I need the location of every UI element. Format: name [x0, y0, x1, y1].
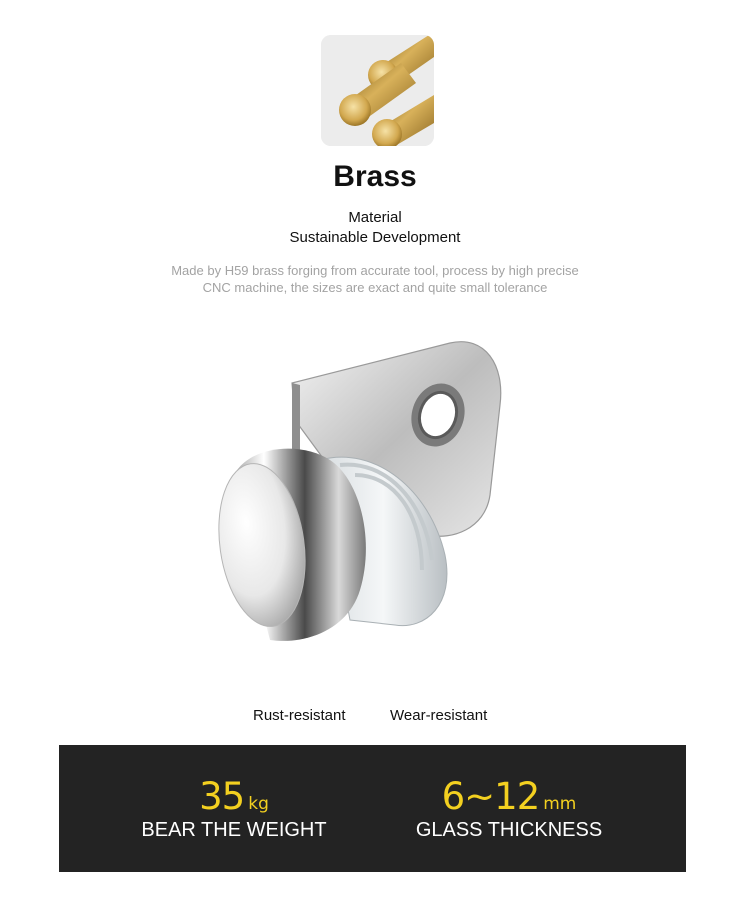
spec-thickness-unit: mm	[543, 794, 577, 814]
brass-rods-icon	[321, 35, 434, 146]
spec-weight-unit: kg	[248, 794, 269, 814]
material-title: Brass	[333, 160, 417, 193]
feature-rust-resistant: Rust-resistant	[253, 707, 346, 724]
spec-weight-value: 35	[199, 775, 245, 818]
material-description-line1: Made by H59 brass forging from accurate tool, process by high precise	[171, 263, 579, 278]
spec-band	[59, 745, 686, 872]
glass-clamp-product-image	[200, 325, 560, 685]
material-subtitle-line2: Sustainable Development	[289, 229, 461, 246]
glass-clamp-icon	[200, 325, 560, 685]
brass-rods-image	[321, 35, 434, 146]
spec-glass-thickness	[369, 745, 649, 872]
feature-wear-resistant: Wear-resistant	[390, 707, 488, 724]
material-description-line2: CNC machine, the sizes are exact and quite small tolerance	[202, 280, 548, 295]
spec-weight	[99, 745, 369, 872]
material-subtitle-line1: Material	[348, 209, 402, 226]
spec-thickness-label: GLASS THICKNESS	[415, 819, 603, 841]
spec-thickness-value: 6~12	[441, 775, 540, 818]
spec-weight-label: BEAR THE WEIGHT	[141, 819, 327, 841]
